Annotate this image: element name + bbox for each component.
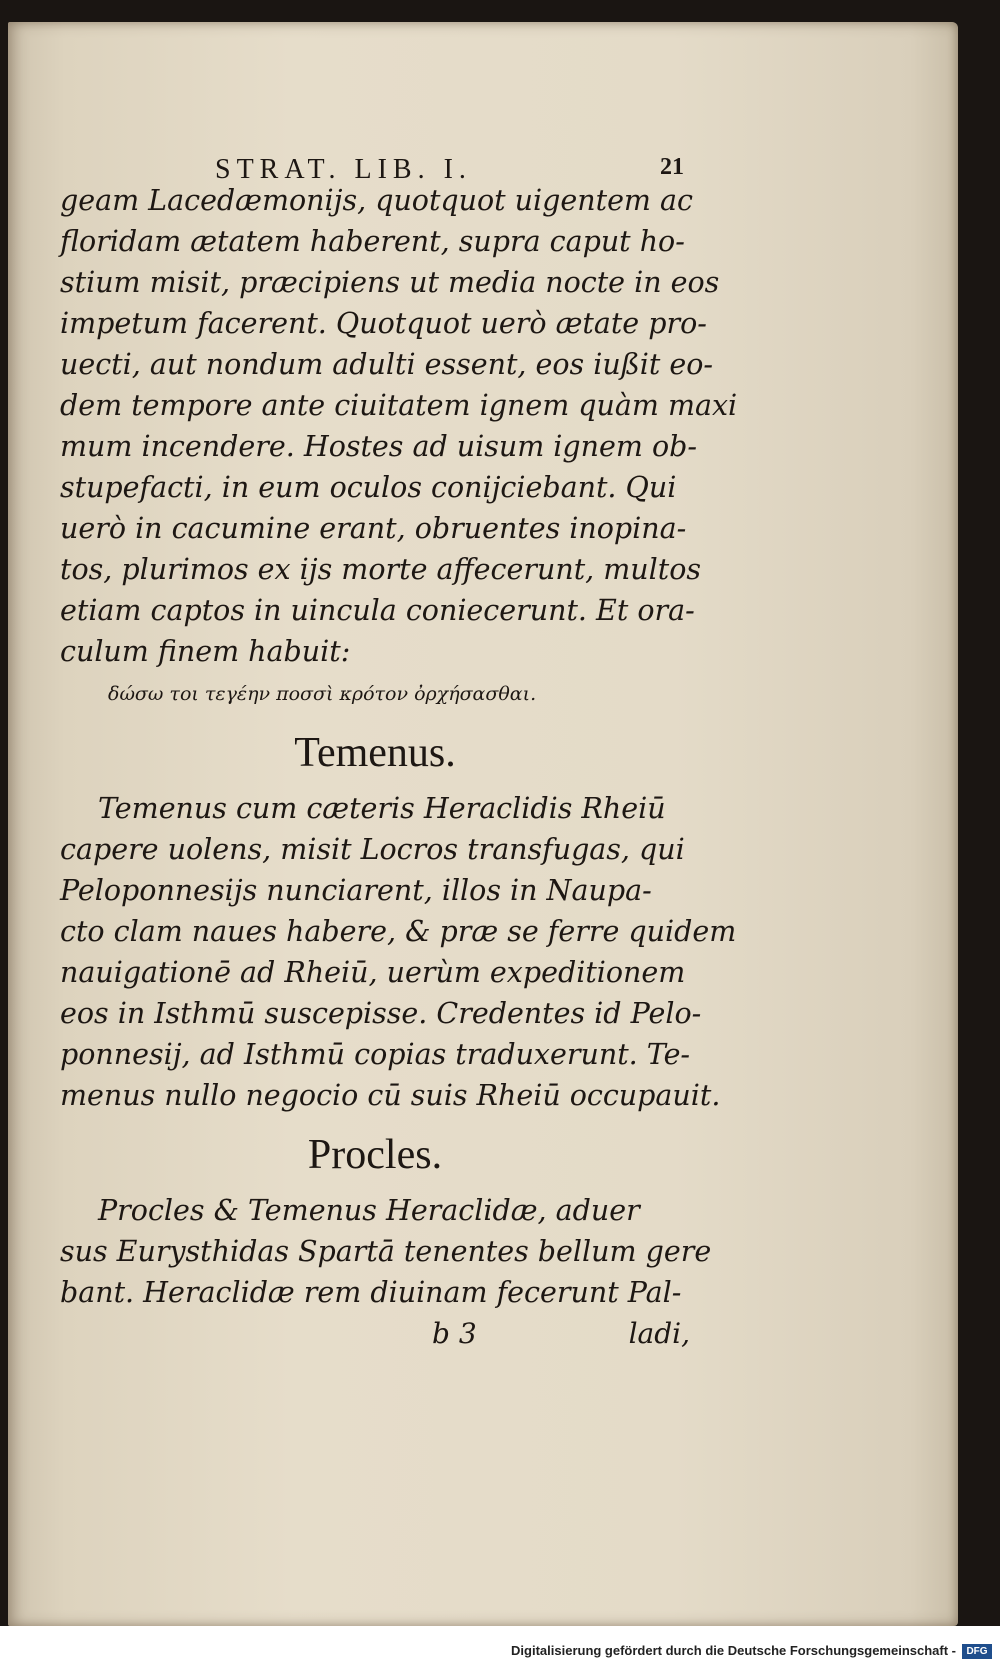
text-line: Procles & Temenus Heraclidæ, aduer (98, 1194, 640, 1227)
text-line: sus Eurysthidas Spartā tenentes bellum gere (60, 1235, 712, 1268)
section-procles (60, 1130, 712, 1313)
text-line: nauigationē ad Rheiū, uerùm expeditionem (60, 956, 686, 989)
footer-credit: Digitalisierung gefördert durch die Deutsche Forschungsgemeinschaft - (511, 1643, 956, 1658)
text-line: Temenus cum cæteris Heraclidis Rheiū (98, 792, 666, 825)
text-line: ponnesij, ad Isthmū copias traduxerunt. Te- (60, 1038, 691, 1071)
text-line: cto clam naues habere, & præ se ferre quidem (60, 915, 737, 948)
text-line: uerò in cacumine erant, obruentes inopina- (60, 512, 687, 545)
running-head-title: STRAT. LIB. I. (215, 154, 472, 185)
catchline (60, 1313, 690, 1355)
text-line: uecti, aut nondum adulti essent, eos iußit eo- (60, 348, 714, 381)
page-text-block (60, 134, 738, 1355)
text-line: mum incendere. Hostes ad uisum ignem ob- (60, 430, 698, 463)
text-line: eos in Isthmū suscepisse. Credentes id Pelo- (60, 997, 702, 1030)
signature-mark: b 3 (432, 1317, 477, 1350)
text-line: floridam ætatem haberent, supra caput ho- (60, 225, 685, 258)
text-line: tos, plurimos ex ijs morte affecerunt, multos (60, 553, 702, 586)
text-line: geam Lacedæmonijs, quotquot uigentem ac (60, 184, 693, 217)
dfg-logo: DFG (962, 1644, 992, 1659)
text-line: dem tempore ante ciuitatem ignem quàm maxi (60, 389, 738, 422)
text-line: impetum facerent. Quotquot uerò ætate pro- (60, 307, 707, 340)
running-head (60, 134, 690, 185)
book-page (8, 22, 958, 1626)
text-line: bant. Heraclidæ rem diuinam fecerunt Pal- (60, 1276, 682, 1309)
text-line: Peloponnesijs nunciarent, illos in Naupa- (60, 874, 652, 907)
section-heading-temenus: Temenus. (294, 730, 456, 776)
text-line: culum finem habuit: (60, 635, 351, 668)
catchword: ladi, (628, 1317, 690, 1350)
text-line: capere uolens, misit Locros transfugas, qui (60, 833, 685, 866)
page-number: 21 (660, 154, 684, 180)
text-line: stupefacti, in eum oculos conijciebant. Qui (60, 471, 677, 504)
section-continued-text (60, 180, 738, 714)
text-line: etiam captos in uincula coniecerunt. Et ora- (60, 594, 695, 627)
text-line: menus nullo negocio cū suis Rheiū occupauit. (60, 1079, 721, 1112)
greek-oracle-line: δώσω τοι τεγέην ποσσὶ κρότον ὀρχήσασθαι. (108, 683, 537, 705)
section-temenus (60, 728, 737, 1116)
section-heading-procles: Procles. (307, 1132, 443, 1178)
footer-band (0, 1626, 1000, 1666)
text-line: stium misit, præcipiens ut media nocte in eos (60, 266, 720, 299)
